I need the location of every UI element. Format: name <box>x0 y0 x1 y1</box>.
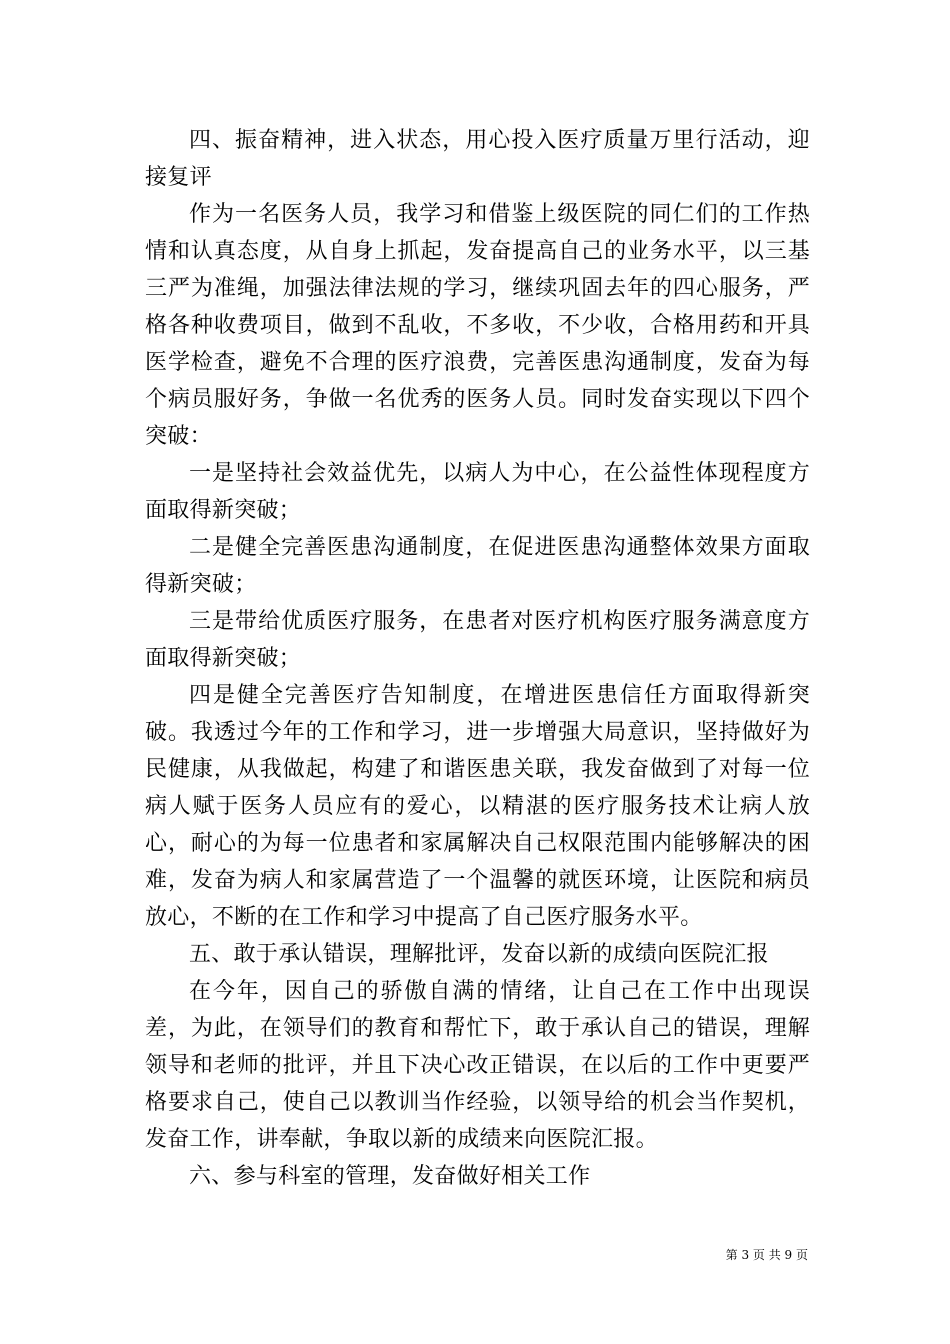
paragraph-work-attitude: 作为一名医务人员，我学习和借鉴上级医院的同仁们的工作热情和认真态度，从自身上抓起，发奋提高自己的业务水平，以三基三严为准绳，加强法律法规的学习，继续巩固去年的四心服务，严格各种收费项目，做到不乱收，不多收，不少收，合格用药和开具医学检查，避免不合理的医疗浪费，完善医患沟通制度，发奋为每个病员服好务，争做一名优秀的医务人员。同时发奋实现以下四个突破： <box>145 202 810 449</box>
paragraph-accept-criticism: 在今年，因自己的骄傲自满的情绪，让自己在工作中出现误差，为此，在领导们的教育和帮忙下，敢于承认自己的错误，理解领导和老师的批评，并且下决心改正错误，在以后的工作中更要严格要求自己，使自己以教训当作经验，以领导给的机会当作契机，发奋工作，讲奉献，争取以新的成绩来向医院汇报。 <box>145 979 810 1152</box>
paragraph-breakthrough-4: 四是健全完善医疗告知制度，在增进医患信任方面取得新突破。我透过今年的工作和学习，进一步增强大局意识，坚持做好为民健康，从我做起，构建了和谐医患关联，我发奋做到了对每一位病人赋于医务人员应有的爱心，以精湛的医疗服务技术让病人放心，耐心的为每一位患者和家属解决自己权限范围内能够解决的困难，发奋为病人和家属营造了一个温馨的就医环境，让医院和病员放心，不断的在工作和学习中提高了自己医疗服务水平。 <box>145 683 810 930</box>
document-body <box>145 122 810 1195</box>
paragraph-breakthrough-2: 二是健全完善医患沟通制度，在促进医患沟通整体效果方面取得新突破； <box>145 535 810 597</box>
paragraph-breakthrough-3: 三是带给优质医疗服务，在患者对医疗机构医疗服务满意度方面取得新突破； <box>145 609 810 671</box>
heading-section-6: 六、参与科室的管理，发奋做好相关工作 <box>189 1164 591 1189</box>
heading-section-4: 四、振奋精神，进入状态，用心投入医疗质量万里行活动，迎接复评 <box>145 128 810 190</box>
heading-section-5: 五、敢于承认错误，理解批评，发奋以新的成绩向医院汇报 <box>189 942 769 967</box>
page-number: 第 3 页 共 9 页 <box>725 1248 808 1262</box>
paragraph-breakthrough-1: 一是坚持社会效益优先，以病人为中心，在公益性体现程度方面取得新突破； <box>145 461 810 523</box>
